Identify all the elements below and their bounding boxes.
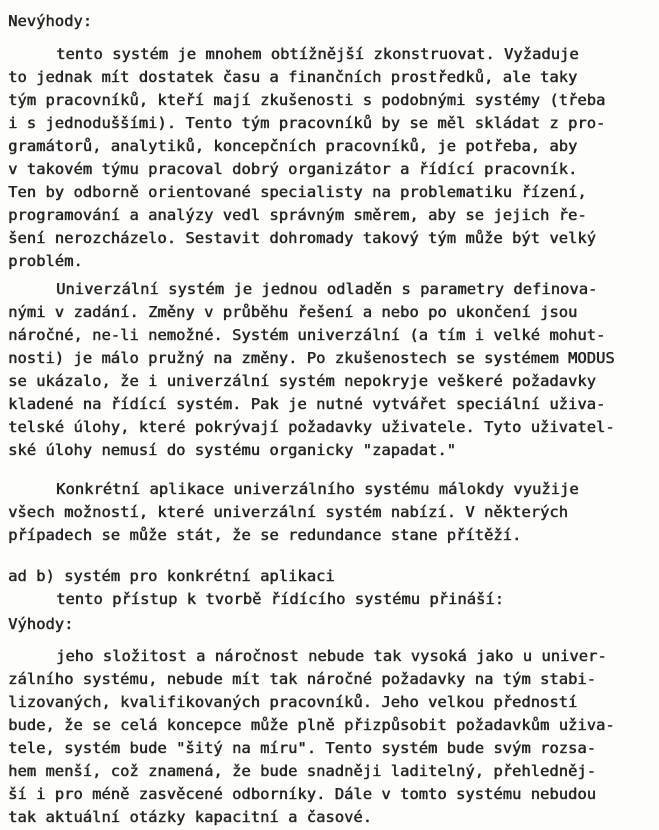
text-line: náročné, ne-li nemožné. Systém univerzální (a tím i velké mohut-: [8, 326, 606, 344]
text-line: tento přístup k tvorbě řídícího systému přináší:: [56, 590, 504, 608]
text-line: problém.: [8, 252, 83, 270]
text-line: nosti) je málo pružný na změny. Po zkušenostech se systémem MODUS: [8, 349, 615, 367]
heading-nevyhody: [8, 10, 655, 33]
paragraph-concrete-application: [8, 478, 655, 547]
text-line: lizovaných, kvalifikovaných pracovníků. Jeho velkou předností: [8, 693, 578, 711]
text-line: to jednak mít dostatek času a finančních prostředků, ale taky: [8, 68, 578, 86]
text-line: tento systém je mnohem obtížnější zkonstruovat. Vyžaduje: [56, 45, 579, 63]
text-line: telské úlohy, které pokrývají požadavky uživatele. Tyto uživatel-: [8, 418, 615, 436]
heading-text: Výhody:: [8, 615, 74, 633]
text-line: tele, systém bude "šitý na míru". Tento systém bude svým rozsa-: [8, 739, 596, 757]
text-line: se ukázalo, že i univerzální systém nepokryje veškeré požadavky: [8, 372, 596, 390]
paragraph-universal-system: [8, 278, 655, 462]
text-line: případech se může stát, že se redundance stane přítěží.: [8, 526, 522, 544]
text-line: šení nerozcházelo. Sestavit dohromady takový tým může být velký: [8, 229, 596, 247]
text-line: kladené na řídící systém. Pak je nutné vytvářet speciální uživa-: [8, 395, 606, 413]
text-line: programování a analýzy vedl správným směrem, aby se jejich ře-: [8, 206, 587, 224]
heading-text: Nevýhody:: [8, 12, 92, 30]
text-line: v takovém týmu pracoval dobrý organizátor a řídící pracovník.: [8, 160, 578, 178]
paragraph-team-difficulty: [8, 43, 655, 273]
paragraph-advantages: [8, 645, 655, 829]
text-line: i s jednoduššími). Tento tým pracovníků by se měl skládat z pro-: [8, 114, 606, 132]
section-ad-b: [8, 565, 655, 611]
text-line: tak aktuální otázky kapacitní a časové.: [8, 808, 372, 826]
text-line: jeho složitost a náročnost nebude tak vysoká jako u univer-: [56, 647, 607, 665]
text-line: všech možností, které univerzální systém nabízí. V některých: [8, 503, 568, 521]
text-line: bude, že se celá koncepce může plně přizpůsobit požadavkům uživa-: [8, 716, 615, 734]
text-line: ad b) systém pro konkrétní aplikaci: [8, 567, 335, 585]
text-line: zálního systému, nebude mít tak náročné požadavky na tým stabi-: [8, 670, 596, 688]
text-line: Konkrétní aplikace univerzálního systému málokdy využije: [56, 480, 579, 498]
text-line: tým pracovníků, kteří mají zkušenosti s podobnými systémy (třeba: [8, 91, 606, 109]
text-line: Ten by odborně orientované specialisty na problematiku řízení,: [8, 183, 587, 201]
text-line: hem menší, což znamená, že bude snadněji laditelný, přehledněj-: [8, 762, 596, 780]
text-line: ší i pro méně zasvěcené odborníky. Dále v tomto systému nebudou: [8, 785, 596, 803]
text-line: gramátorů, analytiků, koncepčních pracovníků, je potřeba, aby: [8, 137, 578, 155]
text-line: nými v zadání. Změny v průběhu řešení a nebo po ukončení jsou: [8, 303, 578, 321]
heading-vyhody: [8, 613, 655, 636]
text-line: Univerzální systém je jednou odladěn s parametry definova-: [56, 280, 598, 298]
text-line: ské úlohy nemusí do systému organicky "zapadat.": [8, 441, 456, 459]
